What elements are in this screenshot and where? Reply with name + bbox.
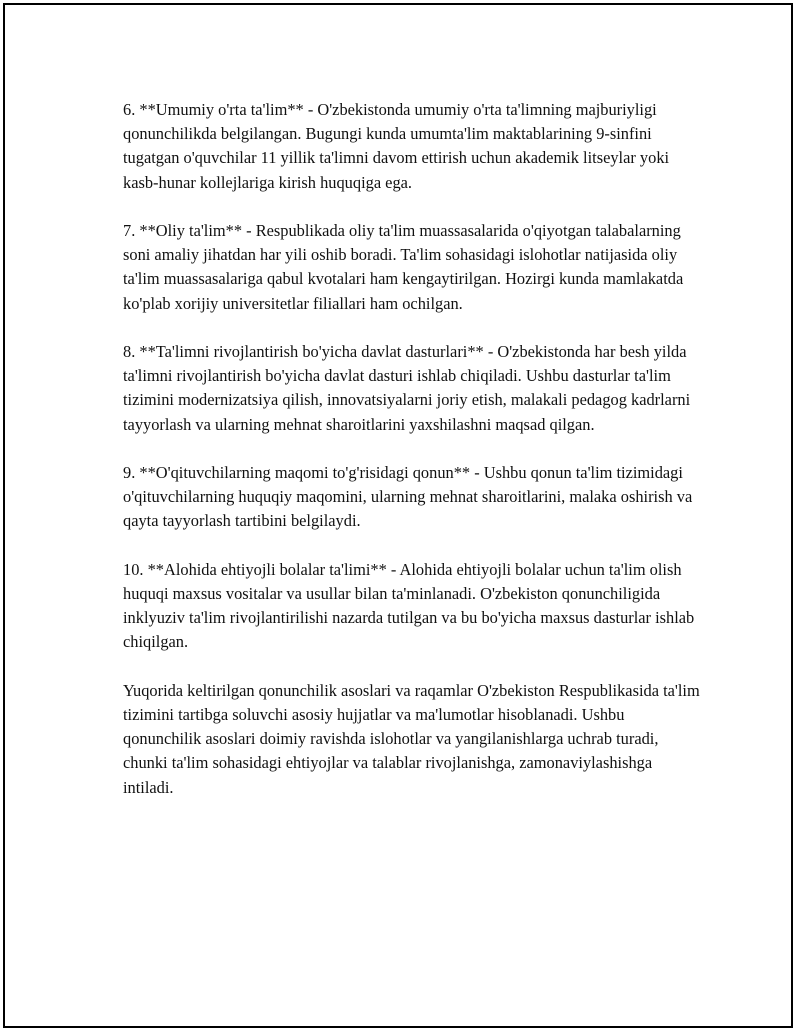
paragraph-alohida-ehtiyojli-bolalar: 10. **Alohida ehtiyojli bolalar ta'limi** - Alohida ehtiyojli bolalar uchun ta'lim olish huquqi maxsus vositalar va usullar bilan ta'minlanadi. O'zbekiston qonunchiligida inklyuziv ta'lim rivojlantirilishi nazarda tutilgan va bu bo'yicha maxsus dasturlar ishlab chiqilgan. (123, 559, 695, 652)
paragraph-oliy-talim: 7. **Oliy ta'lim** - Respublikada oliy ta'lim muassasalarida o'qiyotgan talabalarning soni amaliy jihatdan har yili oshib boradi. Ta'lim sohasidagi islohotlar natijasida oliy ta'lim muassasalariga qabul kvotalari ham kengaytirilgan. Hozirgi kunda mamlakatda ko'plab xorijiy universitetlar filiallari ham ochilgan. (123, 221, 684, 313)
paragraph-davlat-dasturlari: 8. **Ta'limni rivojlantirish bo'yicha davlat dasturlari** - O'zbekistonda har besh yilda ta'limni rivojlantirish bo'yicha davlat dasturi ishlab chiqiladi. Ushbu dasturlar ta'lim tizimini modernizatsiya qilish, innovatsiyalarni joriy etish, malakali pedagog kadrlarni tayyorlash va ularning mehnat sharoitlarini yaxshilashni maqsad qilgan. (123, 342, 691, 434)
page-frame (3, 3, 793, 1028)
paragraph-oqituvchilar-maqomi: 9. **O'qituvchilarning maqomi to'g'risidagi qonun** - Ushbu qonun ta'lim tizimidagi o'qituvchilarning huquqiy maqomini, ularning mehnat sharoitlarini, malaka oshirish va qayta tayyorlash tartibini belgilaydi. (123, 463, 693, 531)
document-body (123, 98, 703, 824)
paragraph-conclusion: Yuqorida keltirilgan qonunchilik asoslari va raqamlar O'zbekiston Respublikasida ta'lim tizimini tartibga soluvchi asosiy hujjatlar va ma'lumotlar hisoblanadi. Ushbu qonunchilik asoslari doimiy ravishda islohotlar va yangilanishlarga uchrab turadi, chunki ta'lim sohasidagi ehtiyojlar va talablar rivojlanishga, zamonaviylashishga intiladi. (123, 680, 700, 797)
paragraph-umumiy-orta-talim: 6. **Umumiy o'rta ta'lim** - O'zbekistonda umumiy o'rta ta'limning majburiyligi qonunchilikda belgilangan. Bugungi kunda umumta'lim maktablarining 9-sinfini tugatgan o'quvchilar 11 yillik ta'limni davom ettirish uchun akademik litseylar yoki kasb-hunar kollejlariga kirish huquqiga ega. (123, 100, 670, 192)
